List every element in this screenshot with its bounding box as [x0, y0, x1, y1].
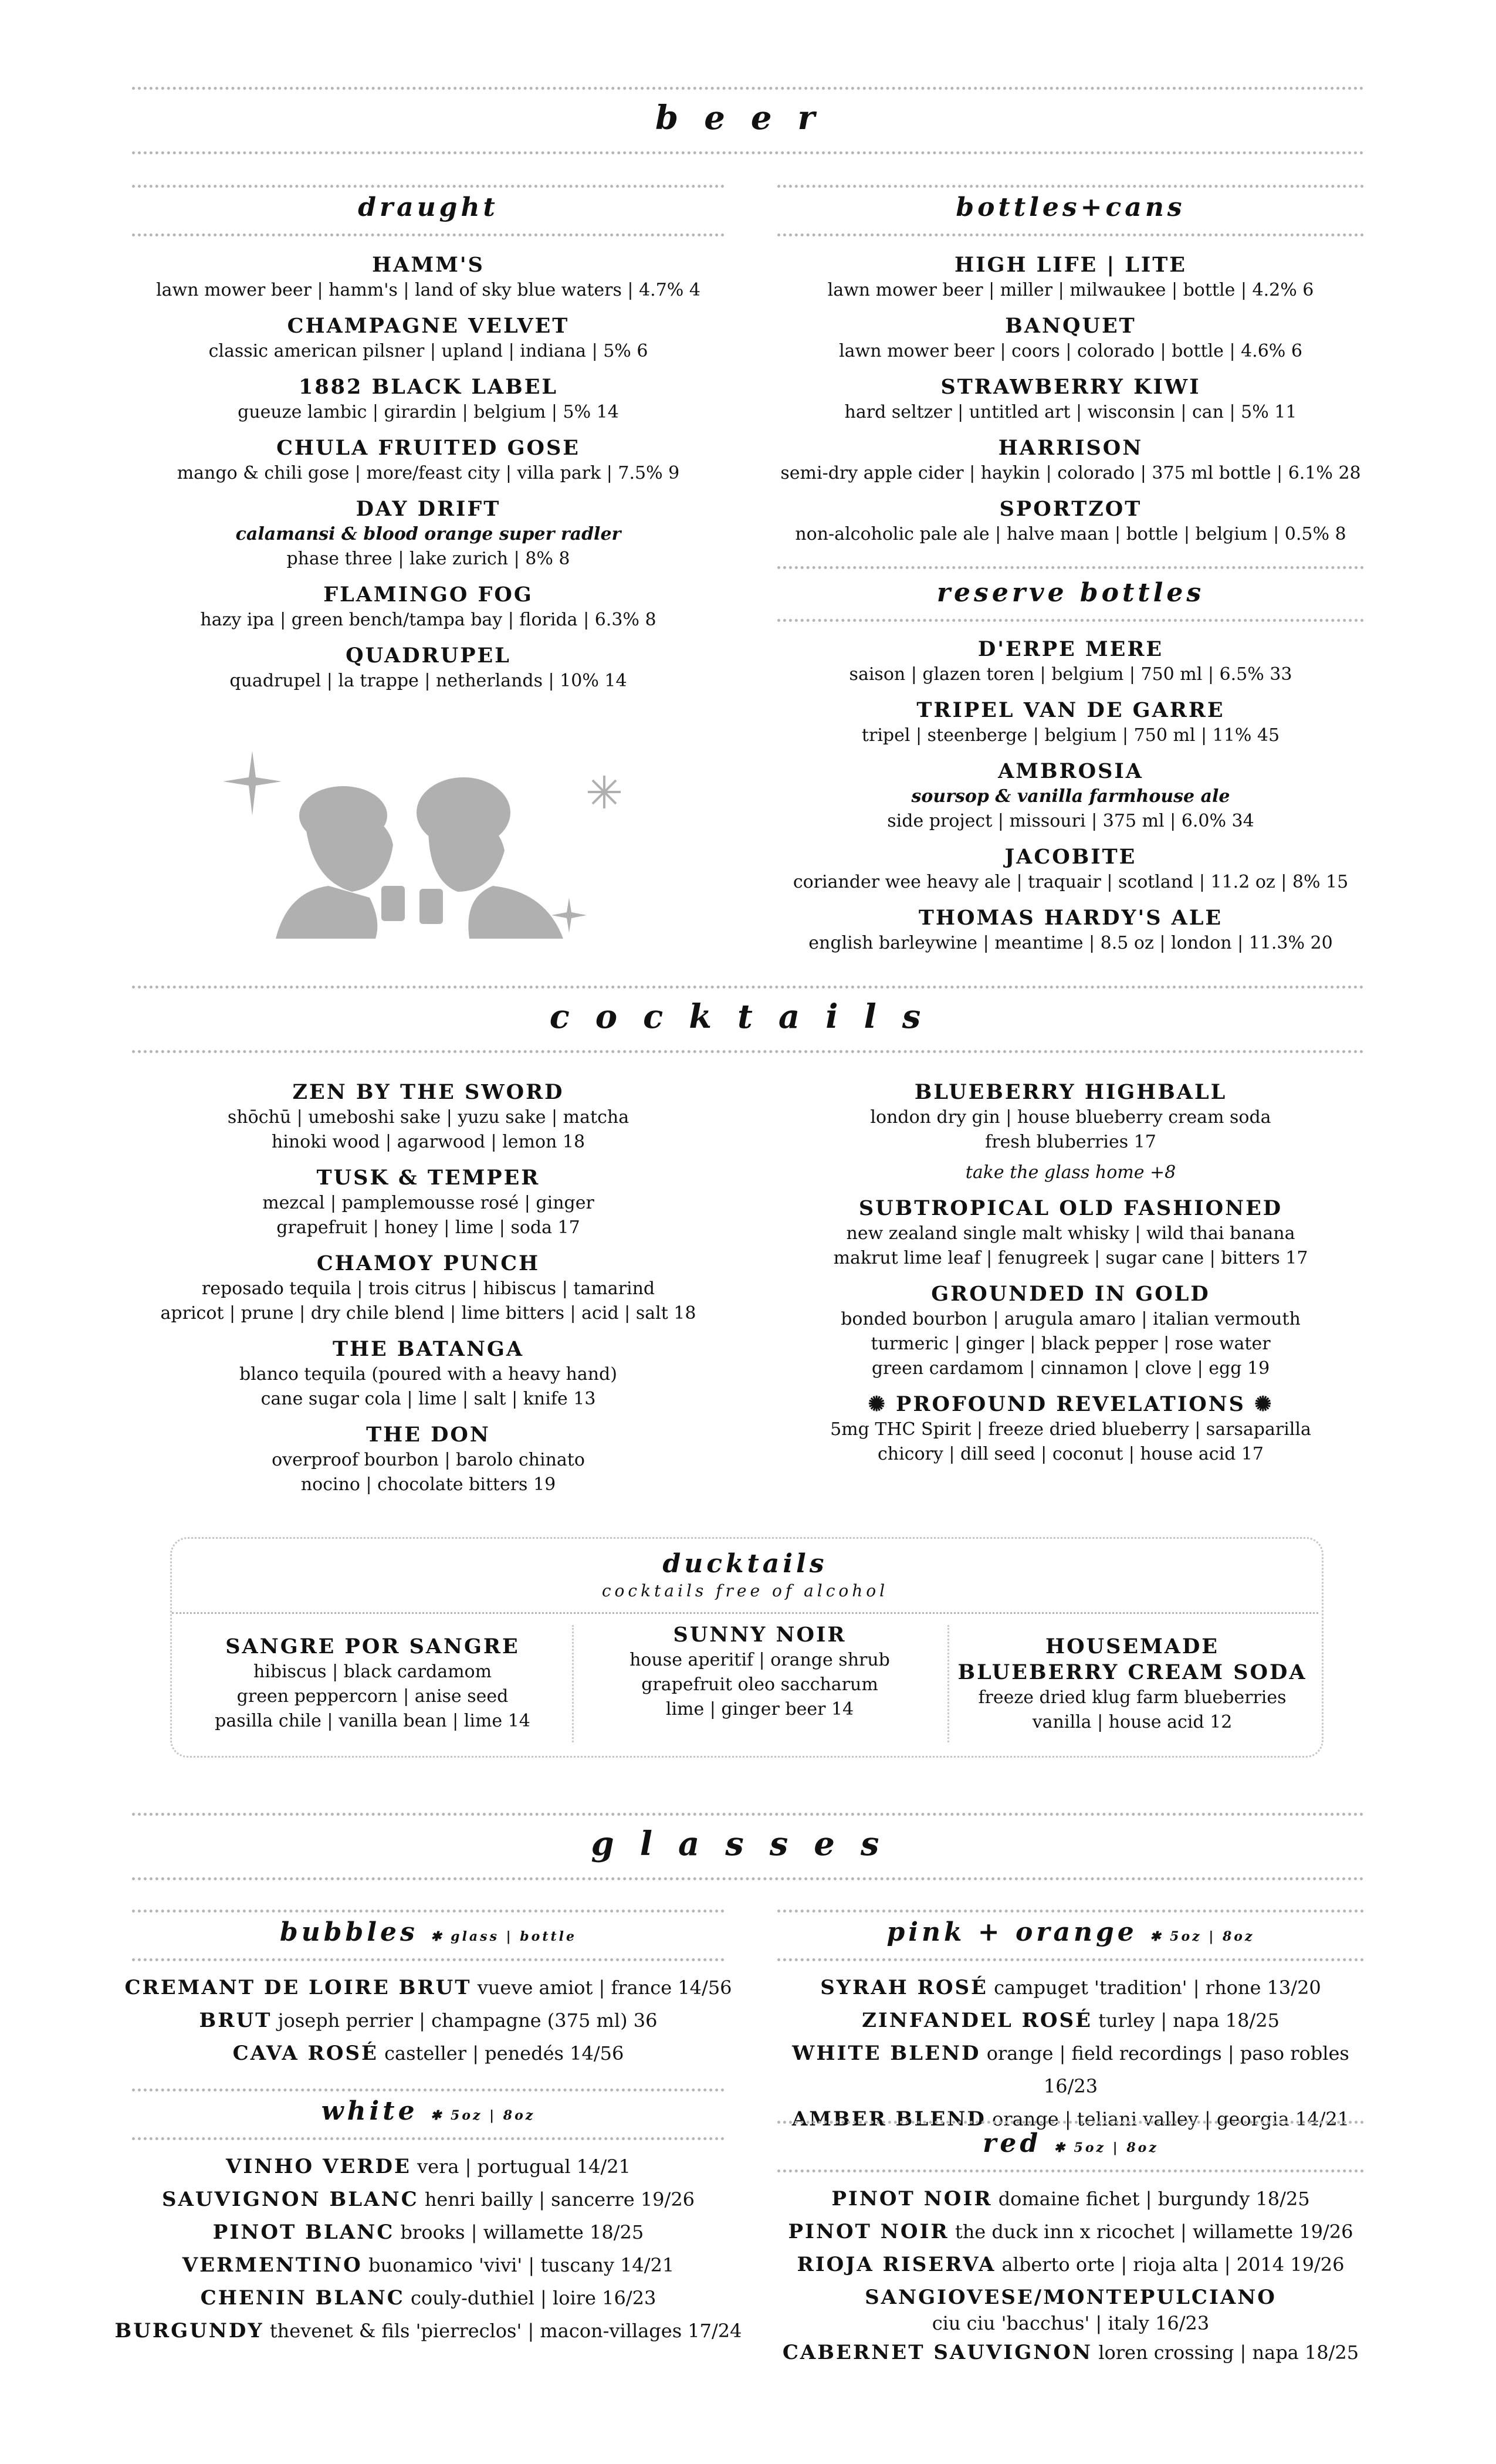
list-item — [777, 637, 1364, 687]
item-name: THE BATANGA — [332, 1337, 524, 1361]
cocktails-left-list — [132, 1079, 725, 1508]
item-details: house aperitif | orange shrub — [629, 1650, 890, 1670]
pink-title: pink + orange — [886, 1917, 1138, 1947]
list-item — [763, 1971, 1379, 2004]
divider — [777, 1958, 1364, 1961]
item-details: overproof bourbon | barolo chinato — [272, 1450, 585, 1470]
divider — [777, 1910, 1364, 1913]
item-name: BANQUET — [1005, 314, 1136, 338]
draught-list — [132, 252, 725, 704]
item-details: london dry gin | house blueberry cream soda — [870, 1107, 1271, 1128]
item-details: reposado tequila | trois citrus | hibiscus | tamarind — [201, 1278, 655, 1299]
leaf-icon: ✺ — [1245, 1392, 1274, 1416]
item-details: alberto orte | rioja alta | 2014 19/26 — [1001, 2253, 1345, 2276]
item-name: PROFOUND REVELATIONS — [896, 1392, 1245, 1416]
item-name: SUBTROPICAL OLD FASHIONED — [858, 1196, 1283, 1220]
subsection-title-pink — [777, 1917, 1364, 1947]
item-details: pasilla chile | vanilla bean | lime 14 — [215, 1711, 530, 1731]
item-name: ZINFANDEL ROSÉ — [862, 2009, 1092, 2032]
item-details: turley | napa 18/25 — [1098, 2009, 1280, 2032]
item-details: campuget 'tradition' | rhone 13/20 — [994, 1976, 1321, 1999]
item-name: JACOBITE — [1004, 845, 1137, 869]
bubbles-sub: ✱ glass | bottle — [431, 1929, 577, 1944]
list-item — [111, 2314, 745, 2347]
section-title-cocktails: cocktails — [549, 997, 947, 1036]
item-name: STRAWBERRY KIWI — [940, 375, 1201, 399]
list-item — [777, 844, 1364, 895]
item-details: shōchū | umeboshi sake | yuzu sake | matcha — [227, 1107, 629, 1128]
item-details: green cardamom | cinnamon | clove | egg 19 — [871, 1358, 1270, 1379]
item-details: lawn mower beer | coors | colorado | bottle | 4.6% 6 — [839, 341, 1302, 361]
item-name: SUNNY NOIR — [673, 1623, 847, 1647]
list-item — [777, 1281, 1364, 1381]
list-item — [132, 1336, 725, 1412]
list-item — [111, 2150, 745, 2183]
item-details: non-alcoholic pale ale | halve maan | bottle | belgium | 0.5% 8 — [795, 524, 1346, 544]
item-name: CHAMOY PUNCH — [316, 1251, 540, 1275]
item-details: saison | glazen toren | belgium | 750 ml | 6.5% 33 — [849, 664, 1292, 685]
list-item — [132, 496, 725, 571]
item-name: HAMM'S — [372, 253, 485, 277]
item-name: AMBROSIA — [998, 759, 1143, 783]
item-details: vera | portugual 14/21 — [417, 2155, 631, 2178]
item-details: vueve amiot | france 14/56 — [477, 1976, 732, 1999]
pink-sub: ✱ 5oz | 8oz — [1150, 1929, 1255, 1944]
item-details: cane sugar cola | lime | salt | knife 13 — [260, 1389, 596, 1409]
item-details: quadrupel | la trappe | netherlands | 10% 14 — [229, 671, 627, 691]
item-name-row — [777, 1392, 1364, 1417]
white-title: white — [321, 2096, 418, 2126]
divider — [132, 1877, 1364, 1880]
item-name: SANGRE POR SANGRE — [225, 1634, 520, 1659]
list-item — [132, 313, 725, 364]
item-name: HOUSEMADE — [1045, 1634, 1219, 1659]
item-name: FLAMINGO FOG — [323, 583, 533, 607]
list-item — [777, 1196, 1364, 1271]
divider — [777, 233, 1364, 236]
item-name: GROUNDED IN GOLD — [931, 1282, 1210, 1306]
bottles-list — [777, 252, 1364, 557]
section-title-glasses: glasses — [591, 1825, 905, 1863]
item-details: joseph perrier | champagne (375 ml) 36 — [277, 2009, 658, 2032]
bubbles-list — [111, 1971, 745, 2070]
list-item — [111, 2249, 745, 2282]
item-details: gueuze lambic | girardin | belgium | 5% 14 — [238, 402, 619, 422]
list-item — [111, 2004, 745, 2037]
list-item — [132, 374, 725, 425]
item-details: blanco tequila (poured with a heavy hand) — [239, 1364, 617, 1385]
list-item — [132, 252, 725, 303]
list-item — [111, 2216, 745, 2249]
item-details: lawn mower beer | hamm's | land of sky blue waters | 4.7% 4 — [156, 280, 700, 300]
item-details: coriander wee heavy ale | traquair | scotland | 11.2 oz | 8% 15 — [793, 872, 1349, 892]
item-details: bonded bourbon | arugula amaro | italian vermouth — [841, 1309, 1301, 1329]
divider — [172, 1612, 1318, 1614]
item-name: CHENIN BLANC — [200, 2286, 405, 2310]
item-name: THE DON — [366, 1423, 490, 1447]
item-details: fresh bluberries 17 — [985, 1132, 1156, 1152]
list-item — [132, 1165, 725, 1240]
item-details: turmeric | ginger | black pepper | rose water — [871, 1333, 1271, 1354]
list-item — [777, 313, 1364, 364]
item-details: apricot | prune | dry chile blend | lime bitters | acid | salt 18 — [160, 1303, 696, 1324]
item-name: WHITE BLEND — [792, 2042, 981, 2065]
couple-toasting-illustration — [217, 745, 639, 945]
item-style: calamansi & blood orange super radler — [235, 524, 621, 544]
item-details: the duck inn x ricochet | willamette 19/26 — [955, 2221, 1353, 2243]
item-name: CREMANT DE LOIRE BRUT — [124, 1976, 472, 1999]
list-item — [763, 2215, 1379, 2248]
list-item — [132, 435, 725, 486]
item-details: classic american pilsner | upland | indiana | 5% 6 — [208, 341, 648, 361]
ducktail-item — [575, 1622, 945, 1722]
list-item — [777, 252, 1364, 303]
ducktails-title: ducktails — [662, 1549, 828, 1579]
list-item — [777, 374, 1364, 425]
item-details: english barleywine | meantime | 8.5 oz | london | 11.3% 20 — [808, 933, 1333, 953]
item-name: PINOT NOIR — [831, 2187, 993, 2211]
divider — [777, 185, 1364, 188]
item-details: mezcal | pamplemousse rosé | ginger — [262, 1193, 594, 1213]
section-title-beer: beer — [655, 99, 841, 137]
list-item — [763, 2284, 1379, 2336]
list-item — [777, 1392, 1364, 1467]
item-details: henri bailly | sancerre 19/26 — [424, 2188, 695, 2211]
item-details: domaine fichet | burgundy 18/25 — [998, 2188, 1310, 2210]
list-item — [763, 2336, 1379, 2369]
item-details: hazy ipa | green bench/tampa bay | florida | 6.3% 8 — [200, 610, 656, 630]
item-details: freeze dried klug farm blueberries — [978, 1687, 1287, 1708]
item-name: SPORTZOT — [999, 497, 1142, 521]
bubbles-title: bubbles — [279, 1917, 418, 1947]
red-list — [763, 2182, 1379, 2369]
ducktail-item — [176, 1634, 569, 1734]
list-item — [777, 759, 1364, 834]
divider — [777, 2169, 1364, 2172]
item-name: QUADRUPEL — [346, 644, 511, 668]
divider — [947, 1625, 949, 1742]
item-details: mango & chili gose | more/feast city | villa park | 7.5% 9 — [177, 463, 680, 483]
subsection-title-bubbles — [132, 1917, 725, 1947]
list-item — [763, 2004, 1379, 2037]
pink-list — [763, 1971, 1379, 2135]
list-item — [111, 2183, 745, 2216]
list-item — [132, 1251, 725, 1326]
item-name: HIGH LIFE | LITE — [955, 253, 1187, 277]
item-details: lime | ginger beer 14 — [665, 1699, 854, 1720]
item-name: HARRISON — [998, 436, 1143, 460]
item-details: orange | field recordings | paso robles 16/23 — [986, 2042, 1349, 2097]
item-name: 1882 BLACK LABEL — [298, 375, 559, 399]
item-name: TRIPEL VAN DE GARRE — [916, 698, 1225, 722]
item-name: CHAMPAGNE VELVET — [287, 314, 570, 338]
item-name: VERMENTINO — [182, 2253, 363, 2277]
item-name: SYRAH ROSÉ — [820, 1976, 988, 1999]
cocktails-right-list — [777, 1079, 1364, 1477]
divider — [777, 2121, 1364, 2124]
list-item — [132, 582, 725, 632]
item-name: BLUEBERRY HIGHBALL — [914, 1080, 1227, 1104]
list-item — [777, 435, 1364, 486]
item-details: casteller | penedés 14/56 — [384, 2042, 624, 2064]
snowflake-icon — [588, 776, 621, 808]
item-details: makrut lime leaf | fenugreek | sugar cane | bitters 17 — [833, 1248, 1308, 1268]
ducktail-item — [950, 1634, 1314, 1735]
item-name: DAY DRIFT — [356, 497, 501, 521]
divider — [132, 1910, 725, 1913]
item-name: CABERNET SAUVIGNON — [782, 2341, 1093, 2364]
subsection-title-white — [132, 2096, 725, 2126]
item-details: grapefruit | honey | lime | soda 17 — [276, 1217, 580, 1238]
list-item — [111, 2282, 745, 2314]
item-name: PINOT NOIR — [788, 2220, 949, 2243]
item-note: take the glass home +8 — [965, 1162, 1176, 1183]
item-name: D'ERPE MERE — [977, 637, 1164, 661]
item-details: green peppercorn | anise seed — [236, 1686, 509, 1707]
item-name: SAUVIGNON BLANC — [161, 2188, 419, 2211]
item-name: CAVA ROSÉ — [232, 2042, 378, 2065]
item-name: BRUT — [199, 2009, 272, 2032]
item-details: loren crossing | napa 18/25 — [1098, 2341, 1359, 2364]
item-details: lawn mower beer | miller | milwaukee | bottle | 4.2% 6 — [827, 280, 1314, 300]
divider — [132, 2137, 725, 2140]
white-sub: ✱ 5oz | 8oz — [430, 2108, 536, 2123]
subsection-title-reserve: reserve bottles — [936, 578, 1205, 608]
item-name: BURGUNDY — [114, 2319, 264, 2343]
item-details: orange | teliani valley | georgia 14/21 — [991, 2108, 1350, 2130]
divider — [132, 2089, 725, 2091]
item-name: TUSK & TEMPER — [316, 1166, 540, 1190]
subsection-title-draught: draught — [358, 192, 499, 222]
item-name: CHULA FRUITED GOSE — [276, 436, 580, 460]
list-item — [111, 2037, 745, 2070]
subsection-title-bottles: bottles+cans — [956, 192, 1186, 222]
divider — [572, 1625, 574, 1742]
list-item — [132, 643, 725, 693]
list-item — [132, 1079, 725, 1155]
item-style: soursop & vanilla farmhouse ale — [911, 786, 1230, 807]
divider — [132, 151, 1364, 154]
ducktails-subtitle: cocktails free of alcohol — [601, 1581, 889, 1600]
list-item — [132, 1422, 725, 1497]
item-name: BLUEBERRY CREAM SODA — [957, 1660, 1307, 1684]
list-item — [763, 2248, 1379, 2281]
item-name: RIOJA RISERVA — [797, 2253, 996, 2276]
sparkle-icon — [223, 751, 282, 815]
item-details: thevenet & fils 'pierreclos' | macon-villages 17/24 — [269, 2320, 742, 2342]
item-details: buonamico 'vivi' | tuscany 14/21 — [368, 2254, 675, 2276]
red-sub: ✱ 5oz | 8oz — [1054, 2140, 1159, 2155]
item-details: brooks | willamette 18/25 — [400, 2221, 644, 2243]
leaf-icon: ✺ — [868, 1392, 896, 1416]
divider — [132, 185, 725, 188]
divider — [777, 566, 1364, 569]
item-name: PINOT BLANC — [212, 2221, 395, 2244]
item-details: nocino | chocolate bitters 19 — [300, 1474, 556, 1495]
item-details: 5mg THC Spirit | freeze dried blueberry | sarsaparilla — [830, 1419, 1311, 1440]
white-list — [111, 2150, 745, 2347]
list-item — [777, 698, 1364, 748]
list-item — [777, 905, 1364, 956]
divider — [132, 1050, 1364, 1053]
item-details: hinoki wood | agarwood | lemon 18 — [271, 1132, 585, 1152]
item-details: hibiscus | black cardamom — [253, 1661, 492, 1682]
item-details: tripel | steenberge | belgium | 750 ml | 11% 45 — [861, 725, 1280, 746]
divider — [132, 1813, 1364, 1816]
list-item — [763, 2182, 1379, 2215]
item-name: VINHO VERDE — [226, 2155, 411, 2178]
item-details: chicory | dill seed | coconut | house acid 17 — [877, 1444, 1264, 1464]
item-details: couly-duthiel | loire 16/23 — [410, 2287, 656, 2309]
divider — [132, 233, 725, 236]
item-details: phase three | lake zurich | 8% 8 — [286, 549, 570, 569]
list-item — [777, 1079, 1364, 1185]
divider — [132, 87, 1364, 90]
item-details: semi-dry apple cider | haykin | colorado | 375 ml bottle | 6.1% 28 — [780, 463, 1361, 483]
item-details: ciu ciu 'bacchus' | italy 16/23 — [932, 2312, 1210, 2334]
subsection-title-red — [777, 2128, 1364, 2158]
list-item — [111, 1971, 745, 2004]
item-name: SANGIOVESE/MONTEPULCIANO — [865, 2286, 1277, 2309]
item-details: vanilla | house acid 12 — [1032, 1712, 1233, 1732]
item-details: hard seltzer | untitled art | wisconsin | can | 5% 11 — [844, 402, 1297, 422]
divider — [132, 1958, 725, 1961]
reserve-list — [777, 637, 1364, 966]
item-name: ZEN BY THE SWORD — [292, 1080, 564, 1104]
divider — [132, 986, 1364, 989]
list-item — [777, 496, 1364, 547]
item-details: side project | missouri | 375 ml | 6.0% 34 — [887, 811, 1254, 831]
item-name: AMBER BLEND — [791, 2107, 986, 2131]
item-details: grapefruit oleo saccharum — [641, 1674, 878, 1695]
divider — [777, 619, 1364, 622]
list-item — [763, 2037, 1379, 2103]
item-details: new zealand single malt whisky | wild thai banana — [846, 1223, 1295, 1244]
item-name: THOMAS HARDY'S ALE — [918, 906, 1223, 930]
red-title: red — [983, 2128, 1042, 2158]
